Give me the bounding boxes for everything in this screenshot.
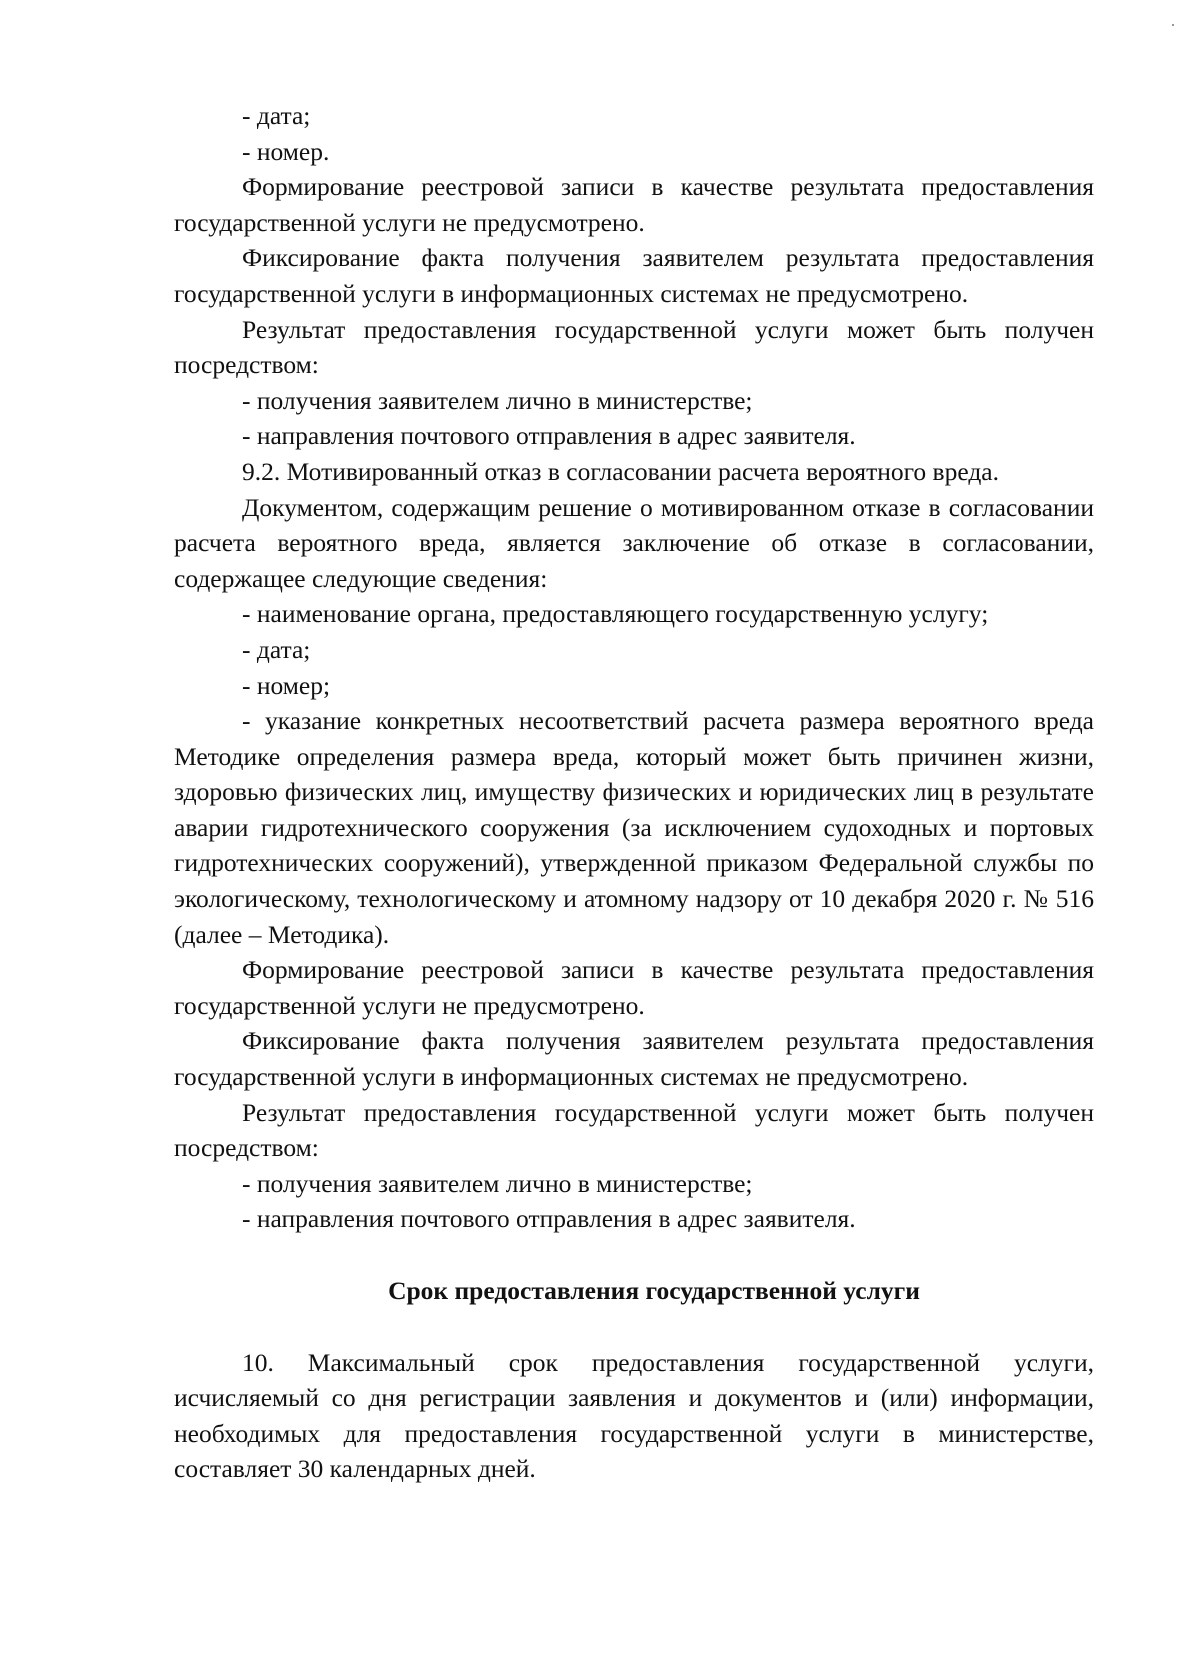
document-body [174, 98, 1094, 1237]
paragraph: - указание конкретных несоответствий расчета размера вероятного вреда Методике определения размера вреда, который может быть причинен жизни, здоровью физических лиц, имуществу физических и юридических лиц в результате аварии гидротехнического сооружения (за исключением судоходных и портовых гидротехнических сооружений), утвержденной приказом Федеральной службы по экологическому, технологическому и атомному надзору от 10 декабря 2020 г. № 516 (далее – Методика). [174, 706, 1094, 949]
paragraph: Фиксирование факта получения заявителем результата предоставления государственной услуги в информационных системах не предусмотрено. [174, 243, 1094, 308]
list-item: - направления почтового отправления в адрес заявителя. [242, 1204, 856, 1234]
paragraph: Документом, содержащим решение о мотивированном отказе в согласовании расчета вероятного вреда, является заключение об отказе в согласовании, содержащее следующие сведения: [174, 492, 1094, 593]
paragraph: Формирование реестровой записи в качестве результата предоставления государственной услуги не предусмотрено. [174, 172, 1094, 237]
scan-speck [1172, 24, 1174, 26]
paragraph: Результат предоставления государственной услуги может быть получен посредством: [174, 314, 1094, 380]
spacer [174, 1309, 1094, 1345]
spacer [174, 1237, 1094, 1273]
list-item: - направления почтового отправления в адрес заявителя. [242, 421, 856, 451]
paragraph: 9.2. Мотивированный отказ в согласовании расчета вероятного вреда. [242, 456, 999, 486]
section-heading: Срок предоставления государственной услуги [388, 1276, 920, 1305]
list-item: - дата; [242, 101, 311, 130]
list-item: - дата; [242, 634, 311, 664]
list-item: - номер. [242, 136, 330, 166]
paragraph: Результат предоставления государственной услуги может быть получен посредством: [174, 1097, 1094, 1163]
paragraph: Фиксирование факта получения заявителем результата предоставления государственной услуги в информационных системах не предусмотрено. [174, 1026, 1094, 1092]
list-item: - наименование органа, предоставляющего государственную услугу; [242, 599, 989, 629]
list-item: - получения заявителем лично в министерстве; [242, 385, 753, 415]
paragraph-final: 10. Максимальный срок предоставления государственной услуги, исчисляемый со дня регистрации заявления и документов и (или) информации, необходимых для предоставления государственной услуги в министерстве, составляет 30 календарных дней. [174, 1347, 1094, 1484]
list-item: - номер; [242, 670, 331, 700]
list-item: - получения заявителем лично в министерстве; [242, 1168, 753, 1198]
paragraph: Формирование реестровой записи в качестве результата предоставления государственной услуги не предусмотрено. [174, 955, 1094, 1020]
document-page [174, 98, 1094, 1487]
